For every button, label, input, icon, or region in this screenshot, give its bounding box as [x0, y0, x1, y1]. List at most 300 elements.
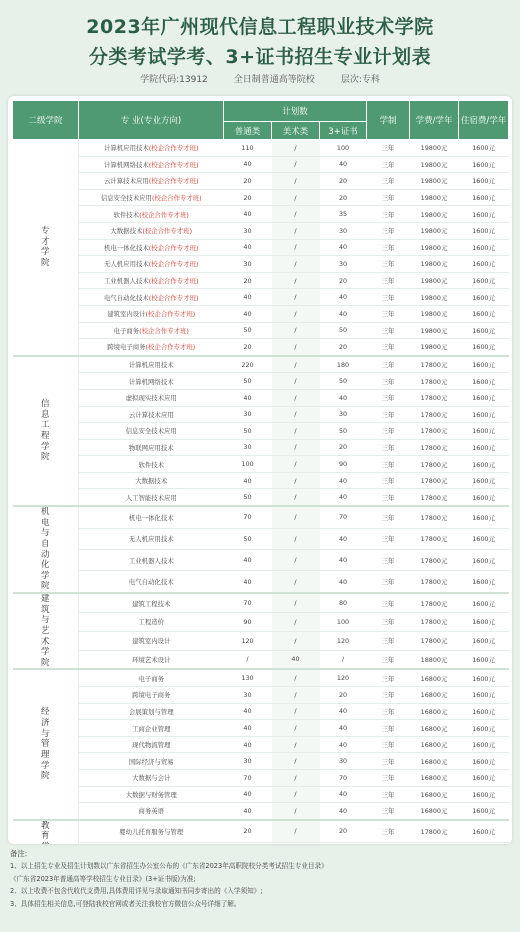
dorm-fee-cell: 1600元 [459, 256, 509, 273]
major-name: 电子商务 [113, 326, 140, 335]
plan-cert-cell: 40 [320, 571, 367, 593]
major-name: 工商企业管理 [132, 724, 171, 733]
major-coop-tag: (校企合作专才班) [148, 277, 199, 286]
plan-art-cell: / [272, 489, 320, 506]
major-cell [79, 736, 224, 753]
dorm-fee-cell: 1600元 [459, 703, 509, 720]
years-cell: 三年 [367, 189, 410, 206]
years-cell: 三年 [367, 528, 410, 549]
college-name [13, 506, 79, 593]
fee-cell: 17800元 [410, 571, 459, 593]
dorm-fee-cell: 1600元 [459, 506, 509, 528]
major-name: 大数据与财务管理 [125, 790, 177, 799]
major-coop-tag: (校企合作专才班) [148, 144, 199, 153]
table-row [13, 631, 509, 650]
plan-normal-cell: 30 [224, 222, 272, 239]
major-name: 物联网应用技术 [128, 443, 174, 452]
dorm-fee-cell: 1600元 [459, 720, 509, 737]
dorm-fee-cell [459, 842, 509, 844]
dorm-fee-cell: 1600元 [459, 803, 509, 820]
plan-art-cell: / [272, 472, 320, 489]
table-row [13, 406, 509, 423]
fee-cell: 19800元 [410, 272, 459, 289]
major-coop-tag: (校企合作专才班) [148, 293, 199, 302]
table-row [13, 842, 509, 844]
fee-cell: 17800元 [410, 439, 459, 456]
major-cell [79, 571, 224, 593]
plan-table-body [13, 140, 509, 845]
plan-art-cell: / [272, 206, 320, 223]
major-cell [79, 256, 224, 273]
table-row [13, 189, 509, 206]
school-info [0, 72, 520, 85]
college-name [13, 820, 79, 844]
college-name [13, 140, 79, 356]
table-row [13, 703, 509, 720]
dorm-fee-cell: 1600元 [459, 406, 509, 423]
plan-normal-cell: 70 [224, 593, 272, 612]
table-row [13, 439, 509, 456]
fee-cell: 17800元 [410, 373, 459, 390]
school-level: 层次:专科 [340, 75, 380, 85]
major-cell [79, 472, 224, 489]
table-row [13, 687, 509, 704]
plan-table-card [8, 96, 512, 844]
fee-cell: 17800元 [410, 456, 459, 473]
major-cell [79, 786, 224, 803]
plan-cert-cell: 30 [320, 256, 367, 273]
table-row [13, 423, 509, 440]
fee-cell: 19800元 [410, 322, 459, 339]
dorm-fee-cell: 1600元 [459, 612, 509, 631]
dorm-fee-cell: 1600元 [459, 189, 509, 206]
major-name: 计算机应用技术 [128, 361, 174, 370]
table-row [13, 389, 509, 406]
plan-normal-cell [224, 842, 272, 844]
plan-normal-cell: 40 [224, 571, 272, 593]
table-row [13, 156, 509, 173]
major-name: 建筑室内设计 [107, 310, 146, 319]
table-row [13, 272, 509, 289]
major-cell [79, 305, 224, 322]
plan-normal-cell: 40 [224, 206, 272, 223]
plan-art-cell: / [272, 322, 320, 339]
years-cell: 三年 [367, 803, 410, 820]
years-cell: 三年 [367, 703, 410, 720]
dorm-fee-cell: 1600元 [459, 770, 509, 787]
years-cell: 三年 [367, 650, 410, 669]
major-coop-tag: (校企合作专才班) [148, 260, 199, 269]
plan-art-cell: / [272, 339, 320, 356]
table-row [13, 820, 509, 842]
dorm-fee-cell: 1600元 [459, 222, 509, 239]
major-name: 工业机器人技术 [128, 556, 174, 565]
table-row [13, 803, 509, 820]
plan-normal-cell: 40 [224, 550, 272, 571]
plan-cert-cell: 100 [320, 612, 367, 631]
fee-cell: 16800元 [410, 669, 459, 686]
plan-normal-cell: 40 [224, 156, 272, 173]
years-cell: 三年 [367, 456, 410, 473]
table-row [13, 140, 509, 157]
plan-art-cell: / [272, 373, 320, 390]
major-name: 计算机网络技术 [128, 377, 174, 386]
plan-cert-cell: / [320, 650, 367, 669]
major-cell [79, 720, 224, 737]
plan-normal-cell: 20 [224, 189, 272, 206]
major-name: 国际经济与贸易 [128, 757, 174, 766]
dorm-fee-cell: 1600元 [459, 289, 509, 306]
major-name: 机电一体化技术 [128, 513, 174, 522]
major-name: 现代物流管理 [132, 741, 171, 750]
plan-art-cell: / [272, 305, 320, 322]
plan-cert-cell: 20 [320, 173, 367, 190]
table-row [13, 339, 509, 356]
dorm-fee-cell: 1600元 [459, 206, 509, 223]
years-cell: 三年 [367, 406, 410, 423]
dorm-fee-cell: 1600元 [459, 571, 509, 593]
years-cell: 三年 [367, 173, 410, 190]
major-coop-tag: (校企合作专才班) [148, 177, 199, 186]
notes [10, 848, 510, 910]
fee-cell: 16800元 [410, 753, 459, 770]
plan-normal-cell: 70 [224, 506, 272, 528]
plan-art-cell: / [272, 820, 320, 842]
years-cell: 三年 [367, 753, 410, 770]
table-row [13, 222, 509, 239]
years-cell: 三年 [367, 472, 410, 489]
plan-cert-cell: 50 [320, 373, 367, 390]
fee-cell: 17800元 [410, 423, 459, 440]
fee-cell: 19800元 [410, 256, 459, 273]
plan-art-cell: / [272, 593, 320, 612]
plan-art-cell: / [272, 687, 320, 704]
college-label: 信息工程学院 [40, 399, 50, 463]
fee-cell: 19800元 [410, 305, 459, 322]
plan-cert-cell: 40 [320, 239, 367, 256]
major-name: 信息安全技术应用 [125, 427, 177, 436]
plan-cert-cell: 35 [320, 206, 367, 223]
plan-normal-cell: 50 [224, 489, 272, 506]
header-cert: 3+证书 [320, 122, 367, 140]
college-label: 机电与自动化学院 [40, 507, 50, 592]
major-name: 会展策划与管理 [128, 707, 174, 716]
plan-normal-cell: 30 [224, 406, 272, 423]
years-cell: 三年 [367, 222, 410, 239]
plan-cert-cell: 40 [320, 489, 367, 506]
dorm-fee-cell: 1600元 [459, 389, 509, 406]
plan-cert-cell: 30 [320, 406, 367, 423]
plan-cert-cell: 40 [320, 703, 367, 720]
major-name: 无人机应用技术 [104, 260, 149, 269]
plan-cert-cell: 20 [320, 820, 367, 842]
table-row [13, 206, 509, 223]
major-cell [79, 612, 224, 631]
plan-cert-cell: 40 [320, 803, 367, 820]
plan-cert-cell: 50 [320, 423, 367, 440]
years-cell: 三年 [367, 289, 410, 306]
plan-art-cell: / [272, 173, 320, 190]
plan-cert-cell: 90 [320, 456, 367, 473]
years-cell: 三年 [367, 339, 410, 356]
dorm-fee-cell: 1600元 [459, 339, 509, 356]
plan-cert-cell: 40 [320, 389, 367, 406]
major-cell [79, 356, 224, 373]
plan-cert-cell: 180 [320, 356, 367, 373]
dorm-fee-cell: 1600元 [459, 593, 509, 612]
plan-normal-cell: 220 [224, 356, 272, 373]
plan-cert-cell: 20 [320, 687, 367, 704]
dorm-fee-cell: 1600元 [459, 456, 509, 473]
dorm-fee-cell: 1600元 [459, 489, 509, 506]
dorm-fee-cell: 1600元 [459, 650, 509, 669]
table-row [13, 736, 509, 753]
major-name: 人工智能技术应用 [125, 493, 177, 502]
major-name: 软件技术 [138, 460, 165, 469]
major-name: 大数据与会计 [132, 774, 171, 783]
major-cell [79, 687, 224, 704]
major-cell [79, 423, 224, 440]
plan-art-cell: / [272, 356, 320, 373]
major-coop-tag: (校企合作专才班) [148, 160, 199, 169]
plan-art-cell: / [272, 140, 320, 157]
plan-art-cell: / [272, 550, 320, 571]
major-cell [79, 406, 224, 423]
table-row [13, 489, 509, 506]
fee-cell: 19800元 [410, 206, 459, 223]
header-art: 美术类 [272, 122, 320, 140]
years-cell: 三年 [367, 322, 410, 339]
major-name: 商务英语 [138, 807, 165, 816]
plan-cert-cell: 40 [320, 720, 367, 737]
page-title-line1: 2023年广州现代信息工程职业技术学院 [86, 16, 434, 38]
plan-normal-cell: 20 [224, 820, 272, 842]
major-name: 机电一体化技术 [104, 243, 149, 252]
plan-normal-cell: / [224, 650, 272, 669]
major-name: 电气自动化技术 [128, 578, 174, 587]
years-cell: 三年 [367, 439, 410, 456]
table-row [13, 373, 509, 390]
header-major: 专 业(专业方向) [79, 101, 224, 140]
major-cell [79, 222, 224, 239]
plan-art-cell: / [272, 423, 320, 440]
fee-cell: 17800元 [410, 528, 459, 549]
major-cell [79, 173, 224, 190]
plan-normal-cell: 30 [224, 753, 272, 770]
plan-normal-cell: 40 [224, 736, 272, 753]
fee-cell: 17800元 [410, 612, 459, 631]
major-cell [79, 753, 224, 770]
dorm-fee-cell: 1600元 [459, 322, 509, 339]
major-name: 婴幼儿托育服务与管理 [119, 827, 184, 836]
major-cell [79, 373, 224, 390]
fee-cell: 16800元 [410, 703, 459, 720]
plan-normal-cell: 100 [224, 456, 272, 473]
years-cell: 三年 [367, 373, 410, 390]
plan-art-cell: / [272, 528, 320, 549]
plan-cert-cell: 40 [320, 305, 367, 322]
fee-cell: 17800元 [410, 506, 459, 528]
fee-cell: 19800元 [410, 289, 459, 306]
fee-cell: 16800元 [410, 786, 459, 803]
plan-art-cell: / [272, 456, 320, 473]
fee-cell: 19800元 [410, 239, 459, 256]
table-row [13, 173, 509, 190]
plan-cert-cell: 120 [320, 631, 367, 650]
plan-art-cell: 40 [272, 650, 320, 669]
plan-cert-cell: 40 [320, 528, 367, 549]
plan-cert-cell: 30 [320, 753, 367, 770]
major-name: 云计算技术应用 [128, 410, 174, 419]
major-cell [79, 239, 224, 256]
table-row [13, 612, 509, 631]
fee-cell: 19800元 [410, 173, 459, 190]
plan-art-cell: / [272, 786, 320, 803]
dorm-fee-cell: 1600元 [459, 687, 509, 704]
major-cell [79, 456, 224, 473]
school-type: 全日制普通高等院校 [233, 75, 315, 85]
fee-cell: 17800元 [410, 820, 459, 842]
major-cell [79, 322, 224, 339]
table-row [13, 239, 509, 256]
dorm-fee-cell: 1600元 [459, 669, 509, 686]
fee-cell [410, 842, 459, 844]
plan-art-cell: / [272, 439, 320, 456]
table-row [13, 669, 509, 686]
plan-cert-cell: 40 [320, 786, 367, 803]
plan-cert-cell: 120 [320, 669, 367, 686]
plan-art-cell: / [272, 753, 320, 770]
major-cell [79, 189, 224, 206]
plan-normal-cell: 40 [224, 239, 272, 256]
major-cell [79, 593, 224, 612]
years-cell: 三年 [367, 550, 410, 571]
major-name: 跨境电子商务 [132, 691, 171, 700]
major-coop-tag: (校企合作专才班) [142, 227, 193, 236]
dorm-fee-cell: 1600元 [459, 753, 509, 770]
years-cell: 三年 [367, 820, 410, 842]
header-dorm: 住宿费/学年 [459, 101, 509, 140]
major-cell [79, 669, 224, 686]
plan-normal-cell: 130 [224, 669, 272, 686]
plan-art-cell: / [272, 736, 320, 753]
fee-cell: 19800元 [410, 222, 459, 239]
major-cell [79, 506, 224, 528]
plan-table [12, 100, 509, 844]
dorm-fee-cell: 1600元 [459, 356, 509, 373]
dorm-fee-cell: 1600元 [459, 140, 509, 157]
major-name: 大数据技术 [135, 477, 168, 486]
plan-art-cell: / [272, 289, 320, 306]
plan-cert-cell: 20 [320, 272, 367, 289]
college-label: 专才学院 [40, 226, 50, 268]
plan-cert-cell: 40 [320, 156, 367, 173]
years-cell: 三年 [367, 239, 410, 256]
major-name: 信息安全技术应用 [100, 194, 152, 203]
plan-cert-cell: 40 [320, 550, 367, 571]
plan-art-cell: / [272, 703, 320, 720]
plan-cert-cell: 70 [320, 770, 367, 787]
note-line: 《广东省2023年普通高等学校招生专业目录》(3+证书版)为准; [10, 874, 196, 883]
plan-cert-cell: 40 [320, 289, 367, 306]
plan-normal-cell: 40 [224, 389, 272, 406]
major-name: 虚拟现实技术应用 [125, 394, 177, 403]
plan-normal-cell: 40 [224, 305, 272, 322]
college-name [13, 356, 79, 506]
major-name: 大数据技术 [110, 227, 143, 236]
years-cell: 三年 [367, 140, 410, 157]
years-cell: 三年 [367, 770, 410, 787]
years-cell: 三年 [367, 256, 410, 273]
major-name: 建筑工程技术 [132, 599, 171, 608]
fee-cell: 16800元 [410, 687, 459, 704]
fee-cell: 17800元 [410, 389, 459, 406]
dorm-fee-cell: 1600元 [459, 272, 509, 289]
plan-cert-cell: 50 [320, 322, 367, 339]
years-cell: 三年 [367, 669, 410, 686]
years-cell: 三年 [367, 156, 410, 173]
plan-art-cell: / [272, 803, 320, 820]
major-name: 环境艺术设计 [132, 655, 171, 664]
table-row [13, 753, 509, 770]
plan-cert-cell: 20 [320, 439, 367, 456]
plan-art-cell: / [272, 669, 320, 686]
fee-cell: 17800元 [410, 593, 459, 612]
major-cell [79, 339, 224, 356]
college-label: 经济与管理学院 [40, 707, 50, 782]
years-cell: 三年 [367, 423, 410, 440]
plan-cert-cell: 40 [320, 736, 367, 753]
header-college: 二级学院 [13, 101, 79, 140]
fee-cell: 17800元 [410, 550, 459, 571]
plan-art-cell [272, 842, 320, 844]
dorm-fee-cell: 1600元 [459, 820, 509, 842]
major-coop-tag: (校企合作专才班) [139, 326, 189, 335]
plan-cert-cell: 20 [320, 339, 367, 356]
major-cell [79, 272, 224, 289]
years-cell: 三年 [367, 272, 410, 289]
major-cell [79, 631, 224, 650]
fee-cell: 16800元 [410, 736, 459, 753]
major-cell [79, 439, 224, 456]
plan-normal-cell: 40 [224, 289, 272, 306]
years-cell: 三年 [367, 356, 410, 373]
plan-normal-cell: 50 [224, 322, 272, 339]
plan-art-cell: / [272, 571, 320, 593]
major-cell [79, 550, 224, 571]
plan-art-cell: / [272, 720, 320, 737]
plan-normal-cell: 20 [224, 339, 272, 356]
table-row [13, 786, 509, 803]
major-name: 无人机应用技术 [128, 535, 174, 544]
table-row [13, 506, 509, 528]
major-cell [79, 206, 224, 223]
plan-normal-cell: 90 [224, 612, 272, 631]
plan-normal-cell: 70 [224, 770, 272, 787]
major-name: 云计算技术应用 [104, 177, 149, 186]
plan-cert-cell [320, 842, 367, 844]
header-fee: 学费/学年 [410, 101, 459, 140]
fee-cell: 17800元 [410, 356, 459, 373]
years-cell: 三年 [367, 389, 410, 406]
table-row [13, 593, 509, 612]
plan-cert-cell: 100 [320, 140, 367, 157]
plan-art-cell: / [272, 770, 320, 787]
major-name: 建筑室内设计 [132, 637, 171, 646]
table-row [13, 528, 509, 549]
college-label: 教育 [40, 820, 50, 842]
plan-normal-cell: 40 [224, 786, 272, 803]
